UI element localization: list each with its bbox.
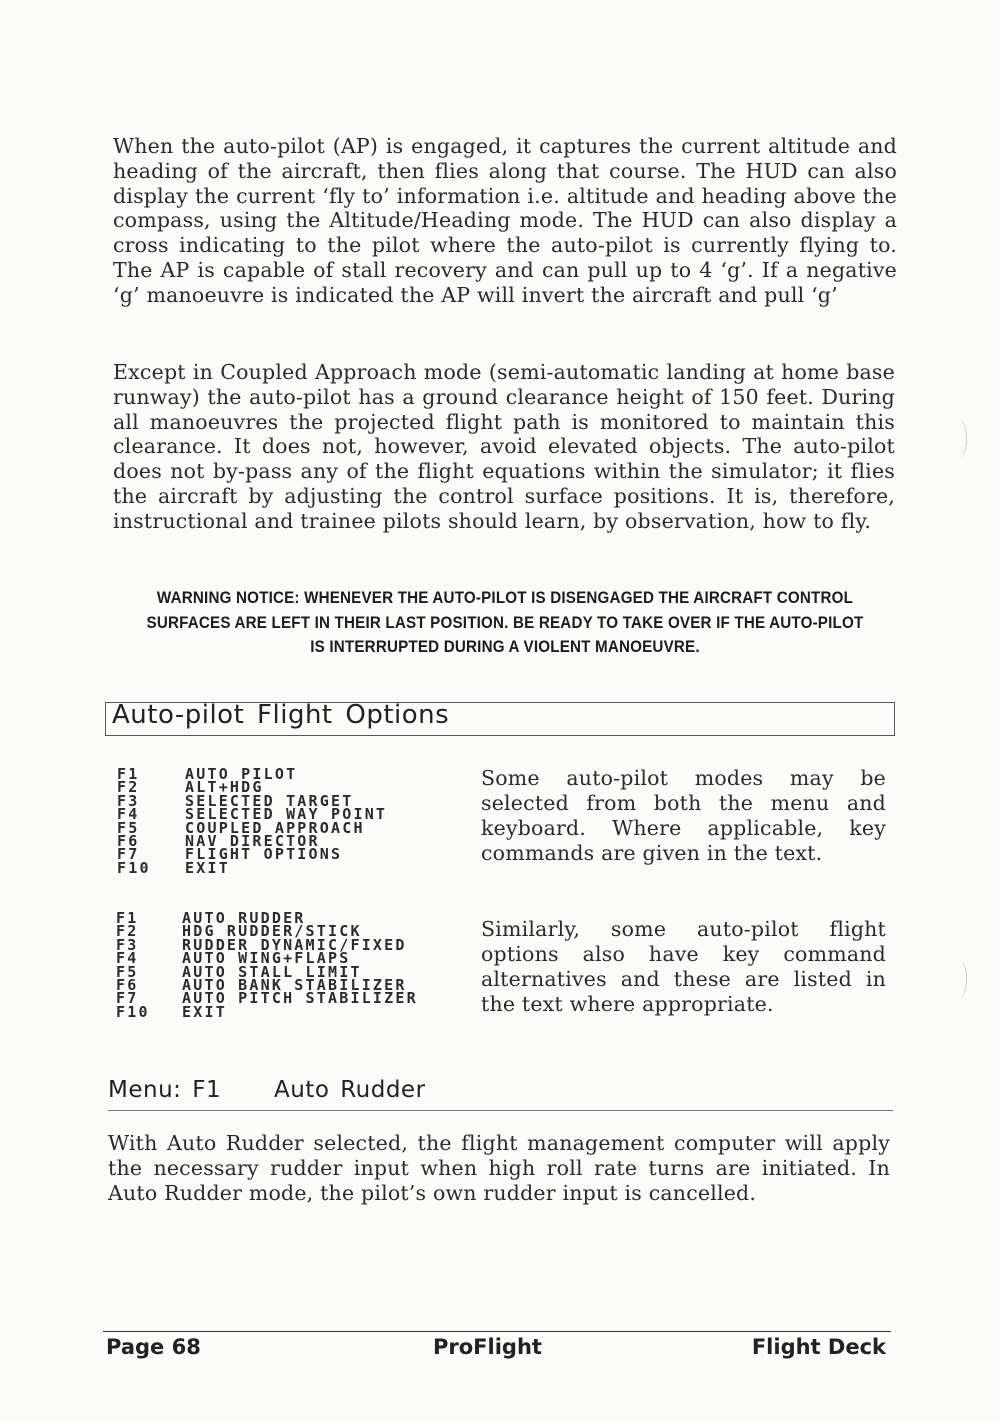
- menu-key: F7: [117, 845, 140, 864]
- menu-key: F1: [116, 909, 139, 927]
- menu-key: F10: [117, 858, 151, 877]
- footer-chapter: Flight Deck: [751, 1335, 886, 1359]
- subsection-title: Auto Rudder: [274, 1077, 426, 1103]
- menu-label: AUTO RUDDER: [182, 909, 306, 927]
- menu-label: AUTO STALL LIMIT: [182, 962, 362, 981]
- menu-key: F6: [117, 831, 140, 850]
- menu-key: F1: [117, 765, 140, 783]
- menu-key: F4: [117, 805, 140, 824]
- section-heading-box: [105, 702, 895, 736]
- menu-label: SELECTED TARGET: [185, 791, 354, 810]
- menu-label: AUTO PITCH STABILIZER: [182, 989, 418, 1008]
- menu-key: F7: [116, 989, 139, 1008]
- menu-key: F4: [116, 949, 139, 968]
- menu-label: EXIT: [182, 1002, 227, 1021]
- warning-notice: WARNING NOTICE: WHENEVER THE AUTO-PILOT IS DISENGAGED THE AIRCRAFT CONTROL SURFACES ARE LEFT IN THEIR LAST POSITION. BE READY TO TAKE OVER IF THE AUTO-PILOT IS INTERRUPTED DURING A VIOLENT MANOEUVRE.: [146, 589, 864, 656]
- options-note: Similarly, some auto-pilot flight options also have key command alternatives and these are listed in the text where appropriate.: [481, 917, 886, 1016]
- menu-label: EXIT: [185, 858, 230, 877]
- subsection-heading: [108, 1076, 893, 1111]
- menu-key: F2: [117, 778, 140, 797]
- footer-product: ProFlight: [433, 1335, 542, 1359]
- menu-label: COUPLED APPROACH: [185, 818, 365, 837]
- menu-label: ALT+HDG: [185, 778, 264, 797]
- menu-item: [116, 1002, 227, 1021]
- menu-note: Some auto-pilot modes may be selected from both the menu and keyboard. Where applicable, key commands are given in the text.: [481, 766, 886, 865]
- menu-label: SELECTED WAY POINT: [185, 805, 388, 824]
- binder-hole-mark-lower: [952, 960, 967, 998]
- menu-label: FLIGHT OPTIONS: [185, 845, 343, 864]
- menu-label: AUTO PILOT: [185, 765, 298, 783]
- intro-paragraph: When the auto-pilot (AP) is engaged, it captures the current altitude and heading of the aircraft, then flies along that course. The HUD can also display the current ‘fly to’ information i.e. altitude and heading above the compass, using the Altitude/Heading mode. The HUD can also display a cross indicating to the pilot where the auto-pilot is currently flying to. The AP is capable of stall recovery and can pull up to 4 ‘g’. If a negative ‘g’ manoeuvre is indicated the AP will invert the aircraft and pull ‘g’: [113, 134, 897, 307]
- flight-options-menu-listing: [116, 909, 418, 1021]
- footer-rule: [103, 1331, 891, 1332]
- menu-key: F3: [117, 791, 140, 810]
- menu-key: F5: [116, 962, 139, 981]
- menu-label: RUDDER DYNAMIC/FIXED: [182, 935, 407, 954]
- menu-key: F3: [116, 935, 139, 954]
- subsection-menu-key: Menu: F1: [108, 1077, 222, 1103]
- menu-key: F2: [116, 922, 139, 941]
- clearance-paragraph: Except in Coupled Approach mode (semi-automatic landing at home base runway) the auto-pilot has a ground clearance height of 150 feet. During all manoeuvres the projected flight path is monitored to maintain this clearance. It does not, however, avoid elevated objects. The auto-pilot does not by-pass any of the flight equations within the simulator; it flies the aircraft by adjusting the control surface positions. It is, therefore, instructional and trainee pilots should learn, by observation, how to fly.: [113, 360, 895, 533]
- menu-key: F10: [116, 1002, 150, 1021]
- section-title: Auto-pilot Flight Options: [112, 700, 450, 730]
- menu-label: AUTO BANK STABILIZER: [182, 975, 407, 994]
- menu-item: [117, 858, 230, 877]
- menu-label: HDG RUDDER/STICK: [182, 922, 362, 941]
- menu-label: AUTO WING+FLAPS: [182, 949, 351, 968]
- menu-key: F5: [117, 818, 140, 837]
- binder-hole-mark-upper: [952, 420, 967, 458]
- menu-label: NAV DIRECTOR: [185, 831, 320, 850]
- menu-key: F6: [116, 975, 139, 994]
- auto-rudder-paragraph: With Auto Rudder selected, the flight management computer will apply the necessary rudder input when high roll rate turns are initiated. In Auto Rudder mode, the pilot’s own rudder input is cancelled.: [108, 1131, 890, 1205]
- footer-page-number: Page 68: [106, 1335, 201, 1359]
- autopilot-menu-listing: [117, 765, 388, 877]
